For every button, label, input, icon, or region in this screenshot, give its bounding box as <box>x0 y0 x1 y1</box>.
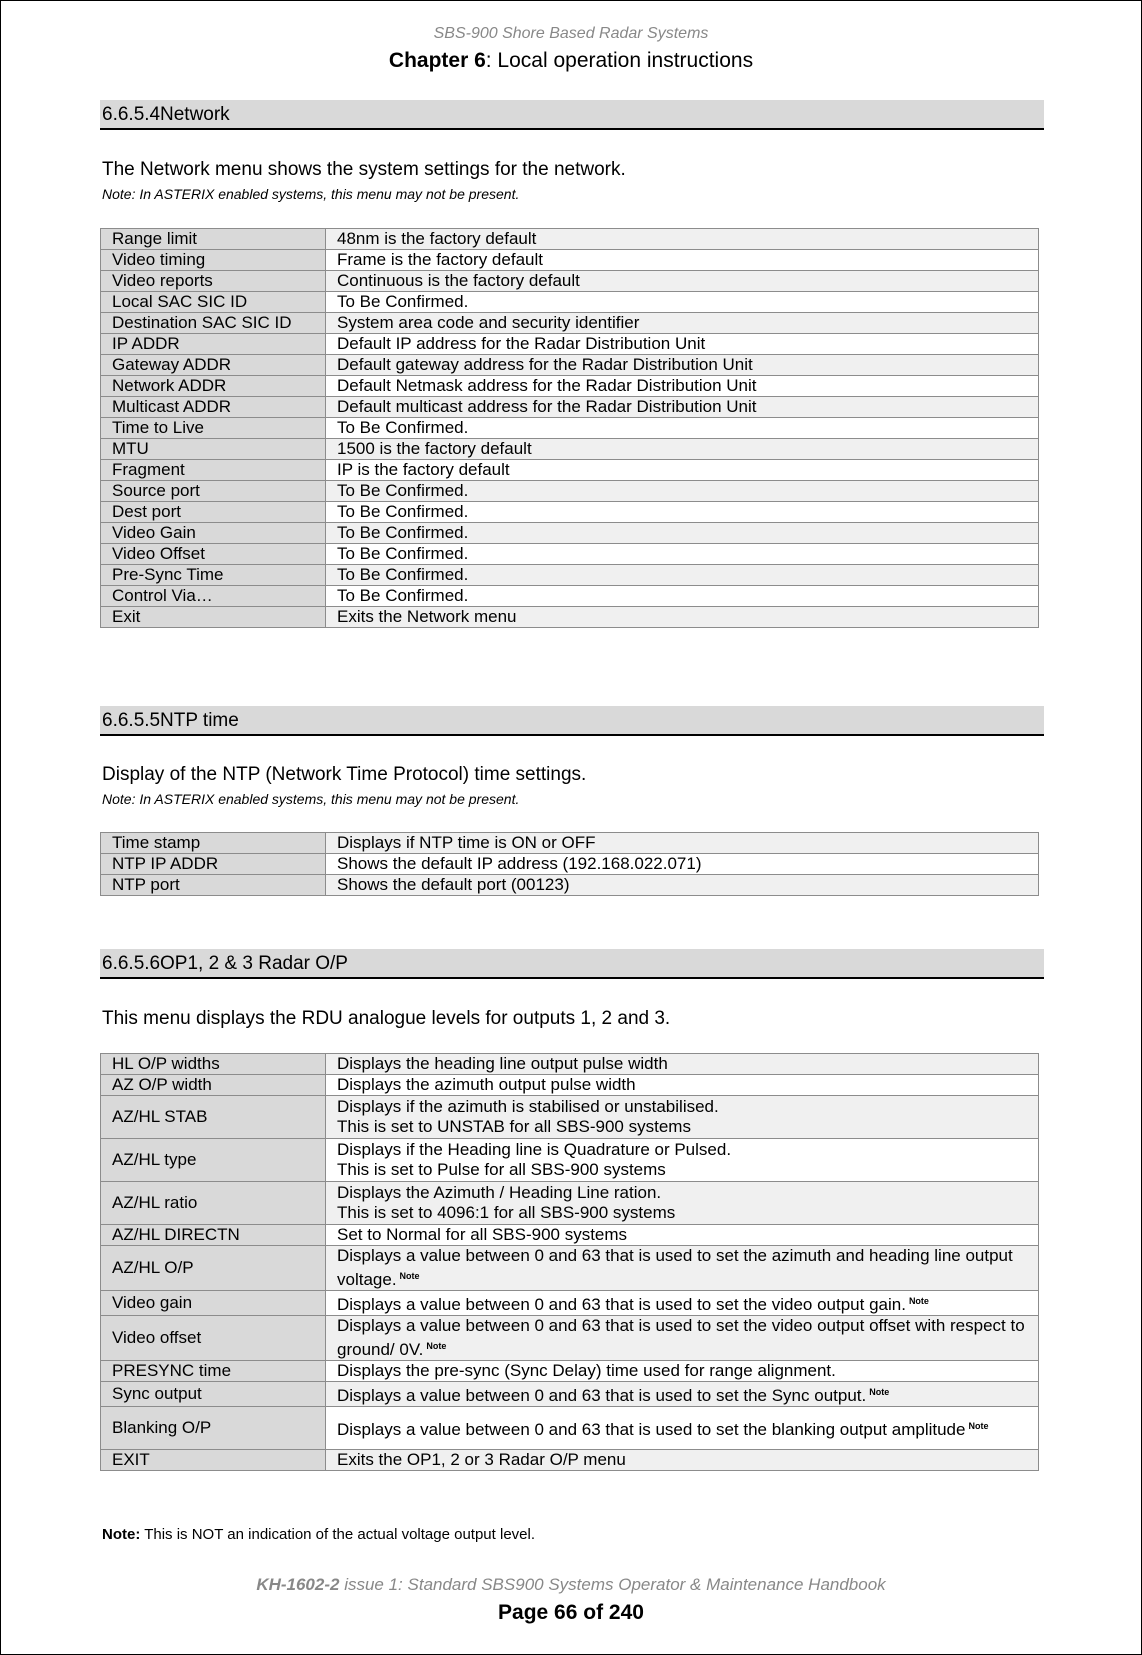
description-text: To Be Confirmed. <box>337 586 469 605</box>
table-row <box>101 418 1039 439</box>
description-text: To Be Confirmed. <box>337 544 469 563</box>
description-text: Set to Normal for all SBS-900 systems <box>337 1225 628 1244</box>
row-label: AZ/HL O/P <box>101 1246 326 1291</box>
description-text: To Be Confirmed. <box>337 502 469 521</box>
table-row <box>101 1291 1039 1316</box>
row-description <box>326 271 1039 292</box>
section-note: Note: In ASTERIX enabled systems, this menu may not be present. <box>102 186 520 202</box>
note-marker: Note <box>869 1387 890 1397</box>
row-description <box>326 292 1039 313</box>
description-text: Displays a value between 0 and 63 that is used to set the video output offset with respect to ground/ 0V. <box>337 1316 1025 1359</box>
table-row <box>101 1054 1039 1075</box>
note-marker: Note <box>908 1296 929 1306</box>
table-row <box>101 1096 1039 1139</box>
row-label: Destination SAC SIC ID <box>101 313 326 334</box>
footnote <box>102 1526 535 1543</box>
row-description <box>326 418 1039 439</box>
table-row <box>101 271 1039 292</box>
description-text: System area code and security identifier <box>337 313 640 332</box>
network-menu-table <box>100 228 1039 628</box>
row-label: NTP port <box>101 875 326 896</box>
section-title: NTP time <box>160 710 239 731</box>
section-note: Note: In ASTERIX enabled systems, this menu may not be present. <box>102 791 520 807</box>
table-row <box>101 1246 1039 1291</box>
chapter-title: : Local operation instructions <box>485 49 754 72</box>
note-marker: Note <box>968 1421 989 1431</box>
row-description <box>326 502 1039 523</box>
description-text-line2: This is set to Pulse for all SBS-900 systems <box>337 1160 666 1179</box>
table-row <box>101 1182 1039 1225</box>
section-intro: The Network menu shows the system settings for the network. <box>102 159 626 180</box>
description-text: Displays if the azimuth is stabilised or unstabilised. <box>337 1097 719 1116</box>
row-description <box>326 355 1039 376</box>
description-text: Displays a value between 0 and 63 that is used to set the Sync output. <box>337 1386 867 1405</box>
table-row <box>101 565 1039 586</box>
row-description <box>326 376 1039 397</box>
table-row <box>101 292 1039 313</box>
table-row <box>101 481 1039 502</box>
row-label: Video gain <box>101 1291 326 1316</box>
row-label: Exit <box>101 607 326 628</box>
row-description <box>326 1054 1039 1075</box>
table-row <box>101 1075 1039 1096</box>
row-description <box>326 1407 1039 1450</box>
row-description <box>326 1382 1039 1407</box>
row-label: AZ/HL type <box>101 1139 326 1182</box>
row-description <box>326 1075 1039 1096</box>
row-label: Time stamp <box>101 833 326 854</box>
description-text: Displays if NTP time is ON or OFF <box>337 833 596 852</box>
row-label: Video Gain <box>101 523 326 544</box>
table-row <box>101 460 1039 481</box>
description-text: Default gateway address for the Radar Distribution Unit <box>337 355 753 374</box>
row-description <box>326 854 1039 875</box>
description-text: Displays a value between 0 and 63 that is used to set the blanking output amplitude <box>337 1420 966 1439</box>
table-row <box>101 1139 1039 1182</box>
table-row <box>101 250 1039 271</box>
table-row <box>101 229 1039 250</box>
description-text-line2: This is set to UNSTAB for all SBS-900 systems <box>337 1117 691 1136</box>
description-text: To Be Confirmed. <box>337 292 469 311</box>
row-label: Fragment <box>101 460 326 481</box>
row-description <box>326 1246 1039 1291</box>
row-label: Sync output <box>101 1382 326 1407</box>
row-label: Local SAC SIC ID <box>101 292 326 313</box>
row-description <box>326 565 1039 586</box>
description-text: Displays a value between 0 and 63 that is used to set the azimuth and heading line output voltage. <box>337 1246 1013 1289</box>
table-row <box>101 1382 1039 1407</box>
description-text: Default Netmask address for the Radar Distribution Unit <box>337 376 757 395</box>
header-subtitle: SBS-900 Shore Based Radar Systems <box>433 25 709 42</box>
row-label: NTP IP ADDR <box>101 854 326 875</box>
table-row <box>101 586 1039 607</box>
page-number: Page 66 of 240 <box>498 1601 644 1624</box>
section-number: 6.6.5.4 <box>102 104 161 125</box>
row-label: Dest port <box>101 502 326 523</box>
note-marker: Note <box>399 1271 420 1281</box>
table-row <box>101 1407 1039 1450</box>
chapter-label: Chapter 6 <box>388 49 486 72</box>
row-description <box>326 875 1039 896</box>
table-row <box>101 607 1039 628</box>
note-marker: Note <box>426 1341 447 1351</box>
section-number: 6.6.5.5 <box>102 710 161 731</box>
table-row <box>101 397 1039 418</box>
row-label: PRESYNC time <box>101 1361 326 1382</box>
description-text: Exits the Network menu <box>337 607 517 626</box>
row-description <box>326 481 1039 502</box>
section-heading-ntp-time <box>100 706 1044 736</box>
description-text: To Be Confirmed. <box>337 418 469 437</box>
row-label: Pre-Sync Time <box>101 565 326 586</box>
table-row <box>101 544 1039 565</box>
section-intro: Display of the NTP (Network Time Protocol) time settings. <box>102 764 587 785</box>
table-row <box>101 439 1039 460</box>
row-description <box>326 460 1039 481</box>
row-label: AZ/HL STAB <box>101 1096 326 1139</box>
description-text: Exits the OP1, 2 or 3 Radar O/P menu <box>337 1450 626 1469</box>
table-row <box>101 1450 1039 1471</box>
footer-doc-line <box>1 1575 1141 1595</box>
footnote-text: This is NOT an indication of the actual voltage output level. <box>140 1526 536 1543</box>
row-description <box>326 523 1039 544</box>
description-text: 1500 is the factory default <box>337 439 532 458</box>
ntp-time-table <box>100 832 1039 896</box>
description-text: Displays the pre-sync (Sync Delay) time used for range alignment. <box>337 1361 836 1380</box>
description-text: Displays the Azimuth / Heading Line ration. <box>337 1183 662 1202</box>
table-row <box>101 1225 1039 1246</box>
table-row <box>101 833 1039 854</box>
row-description <box>326 1096 1039 1139</box>
description-text: Frame is the factory default <box>337 250 543 269</box>
description-text: To Be Confirmed. <box>337 481 469 500</box>
table-row <box>101 1361 1039 1382</box>
description-text: 48nm is the factory default <box>337 229 537 248</box>
radar-op-table <box>100 1053 1039 1471</box>
row-label: AZ/HL ratio <box>101 1182 326 1225</box>
row-description <box>326 607 1039 628</box>
row-description <box>326 334 1039 355</box>
table-row <box>101 1316 1039 1361</box>
row-label: Control Via… <box>101 586 326 607</box>
row-label: Gateway ADDR <box>101 355 326 376</box>
description-text: Shows the default IP address (192.168.022.071) <box>337 854 702 873</box>
description-text: Displays a value between 0 and 63 that is used to set the video output gain. <box>337 1295 906 1314</box>
row-description <box>326 544 1039 565</box>
table-row <box>101 854 1039 875</box>
description-text: Displays the heading line output pulse width <box>337 1054 668 1073</box>
description-text: To Be Confirmed. <box>337 565 469 584</box>
row-description <box>326 1225 1039 1246</box>
section-heading-radar-op <box>100 949 1044 979</box>
section-title: Network <box>160 104 230 125</box>
table-row <box>101 376 1039 397</box>
section-title: OP1, 2 & 3 Radar O/P <box>160 953 348 974</box>
section-heading-network <box>100 100 1044 130</box>
table-row <box>101 334 1039 355</box>
description-text-line2: This is set to 4096:1 for all SBS-900 systems <box>337 1203 676 1222</box>
table-row <box>101 355 1039 376</box>
description-text: Continuous is the factory default <box>337 271 580 290</box>
row-description <box>326 397 1039 418</box>
row-label: EXIT <box>101 1450 326 1471</box>
description-text: Displays the azimuth output pulse width <box>337 1075 636 1094</box>
row-label: AZ O/P width <box>101 1075 326 1096</box>
row-label: Blanking O/P <box>101 1407 326 1450</box>
row-label: Network ADDR <box>101 376 326 397</box>
section-intro: This menu displays the RDU analogue levels for outputs 1, 2 and 3. <box>102 1008 671 1029</box>
footer-doc-id: KH-1602-2 <box>256 1575 340 1594</box>
row-description <box>326 1291 1039 1316</box>
description-text: Default IP address for the Radar Distribution Unit <box>337 334 706 353</box>
row-description <box>326 250 1039 271</box>
row-description <box>326 833 1039 854</box>
footnote-label: Note: <box>102 1526 141 1543</box>
row-label: Video Offset <box>101 544 326 565</box>
table-row <box>101 523 1039 544</box>
row-label: Source port <box>101 481 326 502</box>
footer-doc-title: issue 1: Standard SBS900 Systems Operator & Maintenance Handbook <box>339 1575 886 1594</box>
row-label: AZ/HL DIRECTN <box>101 1225 326 1246</box>
row-description <box>326 1450 1039 1471</box>
row-description <box>326 229 1039 250</box>
section-number: 6.6.5.6 <box>102 953 161 974</box>
chapter-heading <box>1 49 1141 73</box>
row-label: Video offset <box>101 1316 326 1361</box>
row-description <box>326 1139 1039 1182</box>
row-label: Range limit <box>101 229 326 250</box>
row-label: HL O/P widths <box>101 1054 326 1075</box>
row-label: Multicast ADDR <box>101 397 326 418</box>
row-description <box>326 1182 1039 1225</box>
description-text: Displays if the Heading line is Quadrature or Pulsed. <box>337 1140 732 1159</box>
row-description <box>326 439 1039 460</box>
row-label: Time to Live <box>101 418 326 439</box>
row-label: Video timing <box>101 250 326 271</box>
row-label: IP ADDR <box>101 334 326 355</box>
row-label: Video reports <box>101 271 326 292</box>
table-row <box>101 875 1039 896</box>
table-row <box>101 313 1039 334</box>
description-text: To Be Confirmed. <box>337 523 469 542</box>
row-description <box>326 313 1039 334</box>
description-text: IP is the factory default <box>337 460 510 479</box>
table-row <box>101 502 1039 523</box>
row-description <box>326 586 1039 607</box>
description-text: Default multicast address for the Radar Distribution Unit <box>337 397 757 416</box>
row-description <box>326 1316 1039 1361</box>
row-label: MTU <box>101 439 326 460</box>
description-text: Shows the default port (00123) <box>337 875 570 894</box>
row-description <box>326 1361 1039 1382</box>
